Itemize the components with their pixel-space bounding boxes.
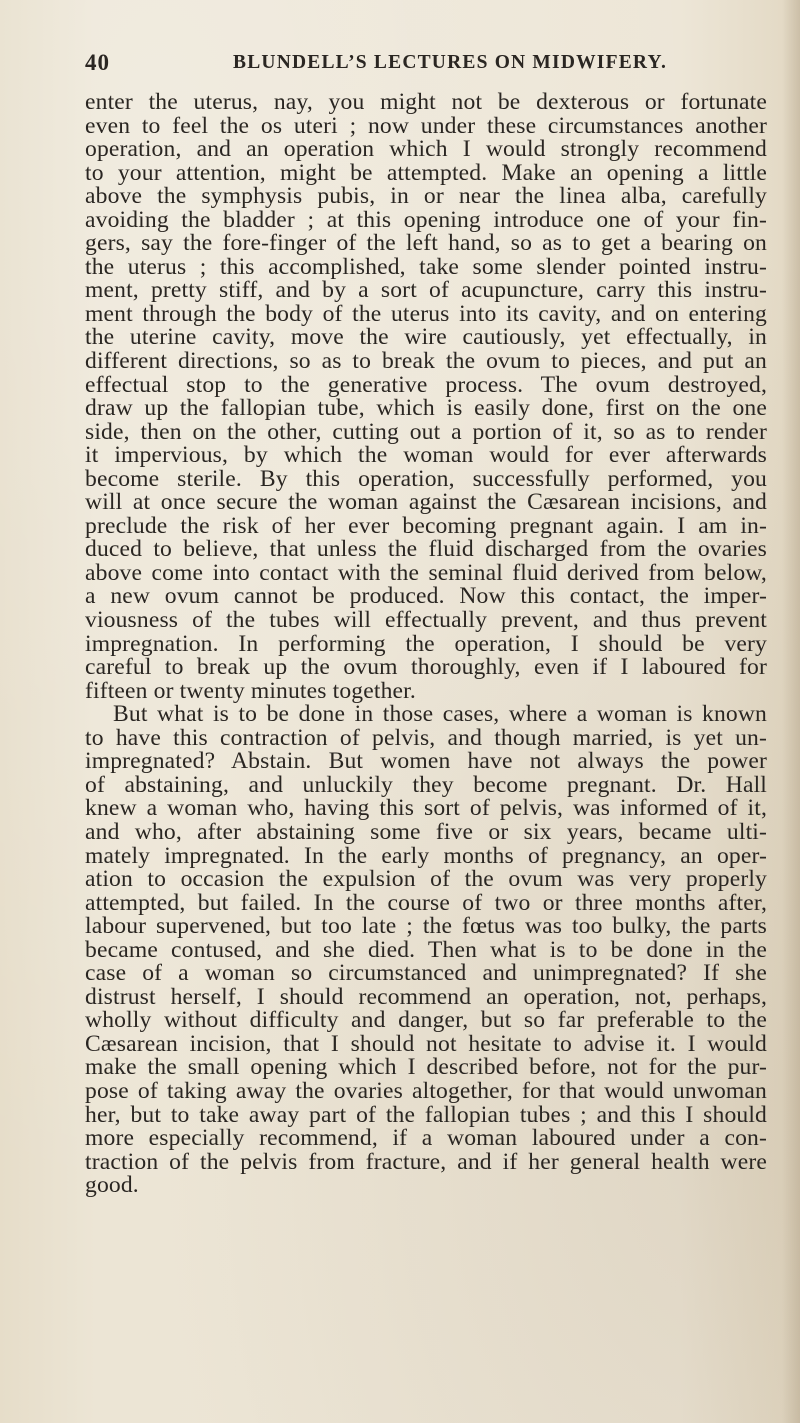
- paragraph-1: [85, 91, 767, 703]
- body-text: [85, 91, 767, 1198]
- text-line: avoiding the bladder ; at this opening introduce one of your fin-: [85, 206, 767, 233]
- text-line: pose of taking away the ovaries altogether, for that would unwoman: [85, 1077, 767, 1104]
- text-line: make the small opening which I described before, not for the pur-: [85, 1054, 767, 1081]
- text-line: good.: [85, 1172, 139, 1199]
- text-line: a new ovum cannot be produced. Now this contact, the imper-: [85, 583, 767, 610]
- text-line: her, but to take away part of the fallopian tubes ; and this I should: [85, 1101, 767, 1128]
- paragraph-2: [85, 703, 767, 1197]
- text-line: the uterus ; this accomplished, take some slender pointed instru-: [85, 253, 767, 280]
- text-line: enter the uterus, nay, you might not be dexterous or fortunate: [85, 89, 767, 115]
- page-edge-shadow: [782, 0, 800, 1423]
- text-line: above the symphysis pubis, in or near the linea alba, carefully: [85, 183, 767, 210]
- text-line: above come into contact with the seminal fluid derived from below,: [85, 559, 767, 586]
- text-line: impregnation. In performing the operation, I should be very: [85, 630, 767, 657]
- text-line: fifteen or twenty minutes together.: [85, 677, 416, 704]
- text-line: to have this contraction of pelvis, and though married, is yet un-: [85, 724, 767, 751]
- text-line: But what is to be done in those cases, where a woman is known: [113, 701, 767, 728]
- page-number: 40: [85, 50, 110, 75]
- text-line: more especially recommend, if a woman laboured under a con-: [85, 1125, 767, 1152]
- text-line: impregnated? Abstain. But women have not always the power: [85, 748, 767, 775]
- running-title: BLUNDELL’S LECTURES ON MIDWIFERY.: [233, 52, 668, 73]
- text-line: traction of the pelvis from fracture, and if her general health were: [85, 1148, 767, 1175]
- text-line: to your attention, might be attempted. Make an opening a little: [85, 159, 767, 186]
- text-line: preclude the risk of her ever becoming pregnant again. I am in-: [85, 512, 767, 539]
- text-line: mately impregnated. In the early months of pregnancy, an oper-: [85, 842, 767, 869]
- text-line: of abstaining, and unluckily they become pregnant. Dr. Hall: [85, 771, 767, 798]
- text-line: labour supervened, but too late ; the fœtus was too bulky, the parts: [85, 913, 767, 940]
- text-line: it impervious, by which the woman would for ever afterwards: [85, 442, 767, 469]
- text-line: side, then on the other, cutting out a portion of it, so as to render: [85, 418, 767, 445]
- text-line: became contused, and she died. Then what is to be done in the: [85, 936, 767, 963]
- text-line: become sterile. By this operation, successfully performed, you: [85, 465, 767, 492]
- text-line: will at once secure the woman against the Cæsarean incisions, and: [85, 489, 767, 516]
- text-line: viousness of the tubes will effectually prevent, and thus prevent: [85, 607, 767, 634]
- text-line: even to feel the os uteri ; now under these circumstances another: [85, 112, 767, 139]
- text-line: attempted, but failed. In the course of two or three months after,: [85, 889, 767, 916]
- text-line: case of a woman so circumstanced and unimpregnated? If she: [85, 960, 767, 987]
- text-line: knew a woman who, having this sort of pelvis, was informed of it,: [85, 795, 767, 822]
- text-line: wholly without difficulty and danger, but so far preferable to the: [85, 1007, 767, 1034]
- text-line: operation, and an operation which I would strongly recommend: [85, 136, 767, 163]
- text-line: effectual stop to the generative process. The ovum destroyed,: [85, 371, 767, 398]
- text-line: ment, pretty stiff, and by a sort of acupuncture, carry this instru-: [85, 277, 767, 304]
- text-line: draw up the fallopian tube, which is easily done, first on the one: [85, 395, 767, 422]
- text-line: duced to believe, that unless the fluid discharged from the ovaries: [85, 536, 767, 563]
- text-line: and who, after abstaining some five or six years, became ulti-: [85, 818, 767, 845]
- text-line: different directions, so as to break the ovum to pieces, and put an: [85, 348, 767, 375]
- text-line: ation to occasion the expulsion of the ovum was very properly: [85, 866, 767, 893]
- text-line: distrust herself, I should recommend an operation, not, perhaps,: [85, 983, 767, 1010]
- text-line: gers, say the fore-finger of the left hand, so as to get a bearing on: [85, 230, 767, 257]
- text-line: ment through the body of the uterus into its cavity, and on entering: [85, 300, 767, 327]
- text-line: careful to break up the ovum thoroughly, even if I laboured for: [85, 654, 767, 681]
- text-line: the uterine cavity, move the wire cautiously, yet effectually, in: [85, 324, 767, 351]
- page-header: [85, 50, 765, 82]
- text-line: Cæsarean incision, that I should not hesitate to advise it. I would: [85, 1030, 767, 1057]
